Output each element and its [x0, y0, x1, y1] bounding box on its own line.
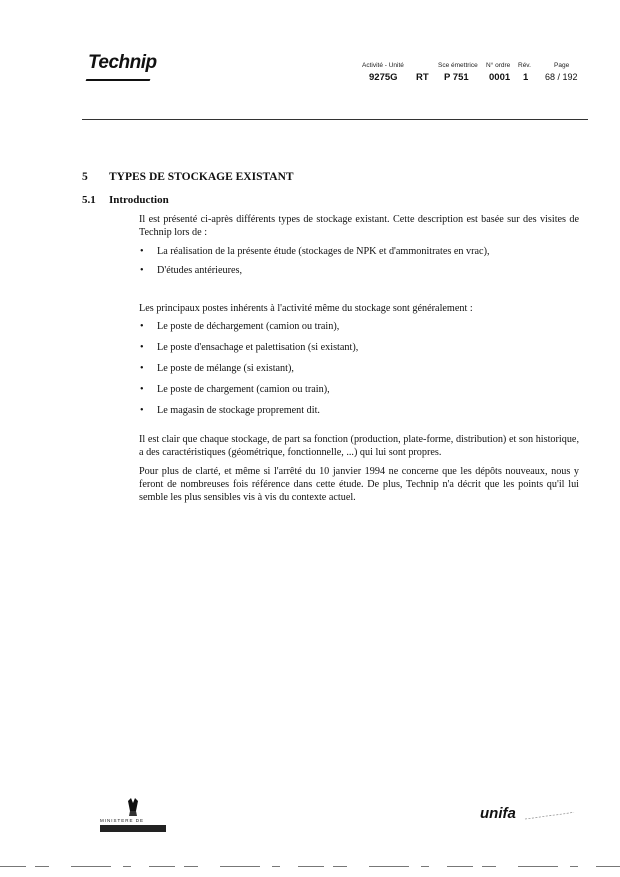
postes-bullet-list	[139, 320, 579, 417]
intro-block	[139, 213, 579, 239]
list-item: • Le magasin de stockage proprement dit.	[139, 404, 579, 417]
list-item: • Le poste de chargement (camion ou train),	[139, 383, 579, 396]
intro-bullet-list	[139, 245, 579, 277]
value-rev: 1	[523, 72, 529, 83]
section-number: 5	[82, 171, 88, 183]
logo-underline	[86, 79, 151, 81]
ministry-emblem-icon	[100, 797, 166, 819]
bottom-scan-line	[0, 865, 620, 868]
value-sce: P 751	[444, 72, 469, 83]
intro-paragraph: Il est présenté ci-après différents types de stockage existant. Cette description est basée sur des visites de Technip lors de :	[139, 214, 579, 238]
unifa-logo: unifa	[480, 805, 516, 822]
header-rule	[82, 119, 588, 120]
technip-logo: Technip	[88, 52, 157, 73]
label-rev: Rév.	[518, 62, 531, 69]
subsection-heading	[82, 194, 169, 206]
value-ordre: 0001	[489, 72, 511, 83]
ministry-logo	[100, 797, 166, 833]
closing-paragraph-2: Pour plus de clarté, et même si l'arrêté du 10 janvier 1994 ne concerne que les dépôts nouveaux, nous y feront de nombreuses fois référence dans cette étude. De plus, Technip n'a décrit que les points qu'il lui semble les plus sensibles vis à vis du contexte actuel.	[139, 466, 579, 503]
list-item: • D'études antérieures,	[139, 264, 579, 277]
list-item: • La réalisation de la présente étude (stockages de NPK et d'ammonitrates en vrac),	[139, 245, 579, 258]
postes-block	[139, 302, 579, 315]
section-heading	[82, 171, 294, 183]
value-rt: RT	[416, 72, 429, 83]
value-activite: 9275G	[369, 72, 398, 83]
subsection-title: Introduction	[109, 194, 169, 206]
value-page: 68 / 192	[545, 72, 578, 82]
subsection-number: 5.1	[82, 194, 96, 206]
list-item: • Le poste de mélange (si existant),	[139, 362, 579, 375]
closing-block	[139, 433, 579, 504]
label-page: Page	[554, 62, 570, 69]
ministry-text: MINISTERE DE	[100, 818, 145, 823]
label-sce: Sce émettrice	[438, 62, 478, 69]
postes-paragraph: Les principaux postes inhérents à l'activité même du stockage sont généralement :	[139, 303, 473, 314]
list-item: • Le poste de déchargement (camion ou train),	[139, 320, 579, 333]
label-ordre: N° ordre	[486, 62, 511, 69]
section-title: TYPES DE STOCKAGE EXISTANT	[109, 171, 294, 183]
closing-paragraph-1: Il est clair que chaque stockage, de part sa fonction (production, plate-forme, distribution) et son historique, a des caractéristiques (géométrique, fonctionnelle, ...) qui lui sont propres.	[139, 434, 579, 458]
unifa-signature-icon	[525, 812, 575, 820]
list-item: • Le poste d'ensachage et palettisation (si existant),	[139, 341, 579, 354]
label-activite: Activité - Unité	[362, 62, 404, 69]
ministry-bar	[100, 825, 166, 832]
